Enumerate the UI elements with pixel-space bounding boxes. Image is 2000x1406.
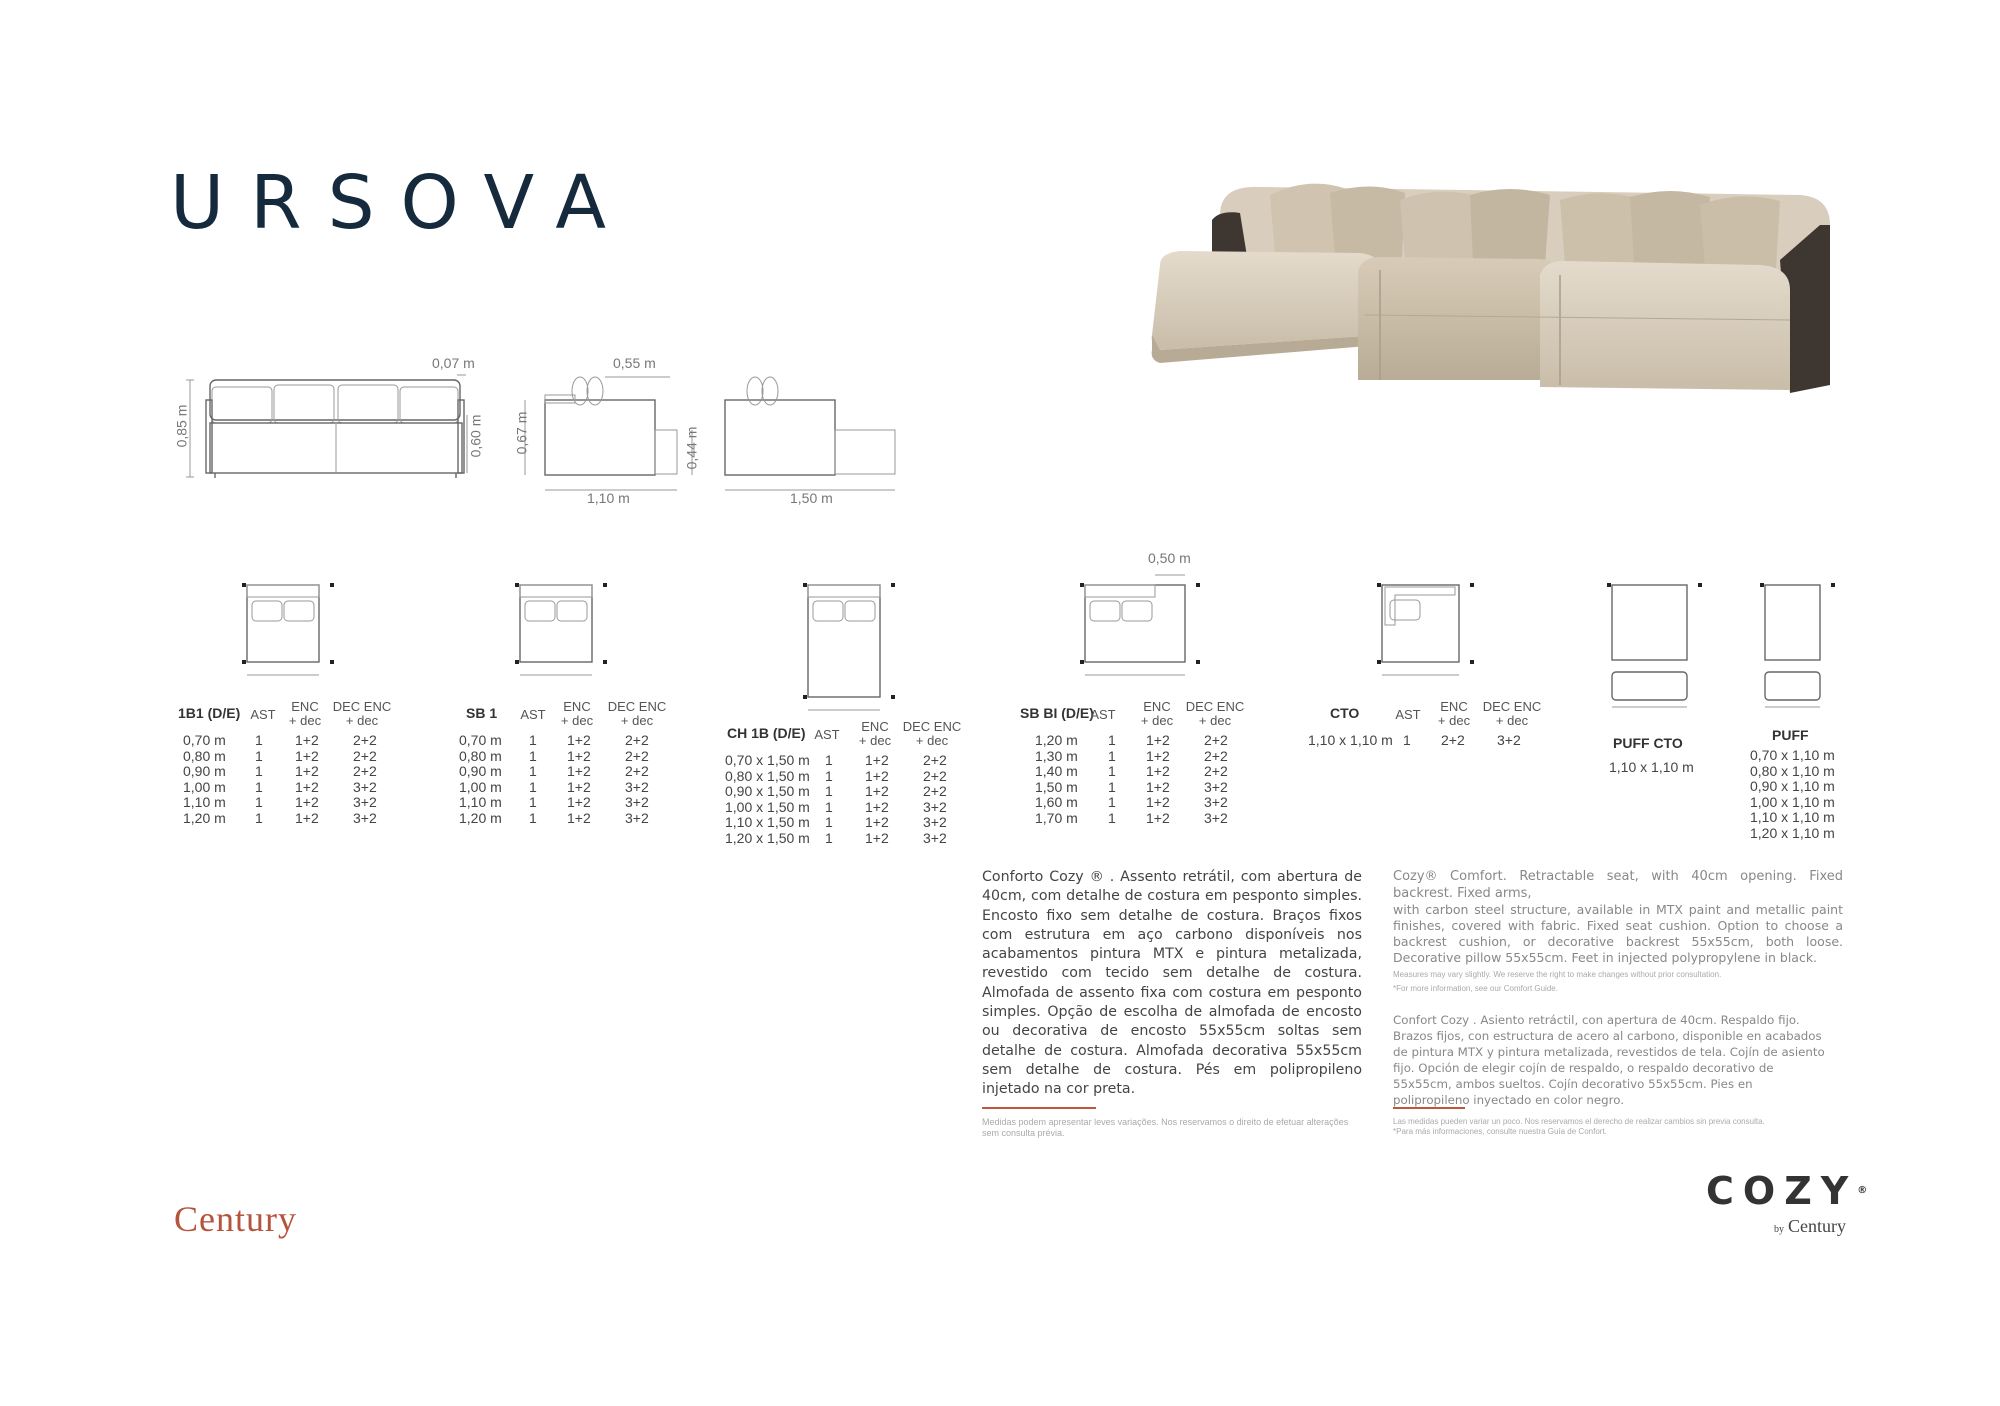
table-row: 0,80 x 1,50 m 1 1+2 2+2 — [725, 767, 947, 784]
header-dec-enc: DEC ENC + dec — [1185, 699, 1245, 728]
century-logo: Century — [174, 1199, 297, 1239]
table-row: 0,90 m 1 1+2 2+2 — [459, 763, 649, 779]
header-ast: AST — [520, 707, 546, 722]
table-row: 1,40 m 1 1+2 2+2 — [1035, 763, 1228, 779]
module-name-sbbi: SB BI (D/E) — [1020, 705, 1094, 721]
table-puff — [1750, 748, 1835, 841]
profile-drawings — [170, 355, 910, 510]
table-row: 1,30 m 1 1+2 2+2 — [1035, 747, 1228, 764]
table-row: 1,10 x 1,10 m 1 2+2 3+2 — [1308, 732, 1521, 748]
dim-height-front: 0,85 m — [173, 404, 190, 448]
header-enc: ENC + dec — [288, 699, 322, 728]
module-name-cto: CTO — [1330, 705, 1360, 721]
module-name-puff-cto: PUFF CTO — [1613, 735, 1683, 751]
header-ast: AST — [1090, 707, 1116, 722]
table-ch1b — [725, 753, 947, 846]
dim-back-depth: 0,55 m — [613, 355, 656, 371]
table-row: 0,90 x 1,10 m — [1750, 778, 1835, 794]
table-row: 0,80 m 1 1+2 2+2 — [183, 747, 377, 764]
plan-drawings — [230, 565, 1850, 715]
table-row: 0,70 m 1 1+2 2+2 — [459, 732, 649, 748]
divider-es — [1393, 1107, 1465, 1109]
header-ast: AST — [250, 707, 276, 722]
table-row: 1,20 m 1 1+2 2+2 — [1035, 732, 1228, 748]
header-dec-enc: DEC ENC + dec — [902, 719, 962, 748]
divider-pt — [982, 1107, 1096, 1109]
table-row: 1,00 x 1,10 m — [1750, 793, 1835, 810]
table-row: 0,70 m 1 1+2 2+2 — [183, 732, 377, 748]
table-row: 1,20 x 1,10 m — [1750, 824, 1835, 841]
dim-seat-height: 0,44 m — [683, 426, 700, 470]
table-row: 1,20 m 1 1+2 3+2 — [183, 809, 377, 826]
header-dec-enc: DEC ENC + dec — [332, 699, 392, 728]
sofa-product-image — [1140, 165, 1840, 405]
table-row: 1,10 m 1 1+2 3+2 — [459, 794, 649, 810]
table-row: 0,80 m 1 1+2 2+2 — [459, 747, 649, 764]
table-cto — [1308, 733, 1521, 749]
table-row: 1,70 m 1 1+2 3+2 — [1035, 809, 1228, 826]
table-row: 1,10 m 1 1+2 3+2 — [183, 794, 377, 810]
page-title: URSOVA — [170, 160, 633, 246]
description-en: Cozy® Comfort. Retractable seat, with 40cm opening. Fixed backrest. Fixed arms, with carbon steel structure, available in MTX paint and metallic paint finishes, covered with fabric. Fixed seat cushion. Option to choose a backrest cushion, or decorative backrest 55x55cm, both loose. Decorative pillow 55x55cm. Feet in injected polypropylene in black. — [1393, 869, 1843, 965]
header-dec-enc: DEC ENC + dec — [1482, 699, 1542, 728]
header-enc: ENC + dec — [560, 699, 594, 728]
note-en: Measures may vary slightly. We reserve the right to make changes without prior consultation. *For more information, see our Comfort Guide. — [1393, 970, 1722, 993]
dim-back-height: 0,67 m — [513, 411, 530, 455]
header-dec-enc: DEC ENC + dec — [607, 699, 667, 728]
table-row: 1,60 m 1 1+2 3+2 — [1035, 794, 1228, 810]
table-row: 0,90 x 1,50 m 1 1+2 2+2 — [725, 783, 947, 799]
table-row: 0,80 x 1,10 m — [1750, 762, 1835, 779]
table-row: 1,10 x 1,10 m — [1750, 809, 1835, 825]
cozy-logo: COZY® by Century — [1706, 1169, 1868, 1236]
dim-arm-height: 0,60 m — [467, 414, 484, 458]
header-ast: AST — [1395, 707, 1421, 722]
table-row: 1,00 x 1,50 m 1 1+2 3+2 — [725, 798, 947, 815]
description-es: Confort Cozy . Asiento retráctil, con apertura de 40cm. Respaldo fijo. Brazos fijos, con estructura de acero al carbono, disponible en acabados de pintura MTX y pintura metalizada, revestidos de tela. Cojín de asiento fijo. Opción de elegir cojín de respaldo, o respaldo decorativo de 55x55cm, ambos sueltos. Cojín decorativo 55x55cm. Pies en polipropileno inyectado en color negro. — [1393, 1013, 1825, 1107]
table-row: 0,70 x 1,50 m 1 1+2 2+2 — [725, 752, 947, 768]
puff-cto-size: 1,10 x 1,10 m — [1609, 759, 1694, 775]
table-row: 1,50 m 1 1+2 3+2 — [1035, 778, 1228, 795]
table-row: 1,10 x 1,50 m 1 1+2 3+2 — [725, 814, 947, 830]
table-row: 0,90 m 1 1+2 2+2 — [183, 763, 377, 779]
module-name-ch1b: CH 1B (D/E) — [727, 725, 806, 741]
table-row: 0,70 x 1,10 m — [1750, 747, 1835, 763]
dim-arm-width: 0,07 m — [432, 355, 475, 371]
note-es: Las medidas pueden variar un poco. Nos reservamos el derecho de realizar cambios sin previa consulta. *Para más informaciones, consulte nuestra Guía de Confort. — [1393, 1117, 1765, 1136]
description-pt: Conforto Cozy ® . Assento retrátil, com abertura de 40cm, com detalhe de costura em pesponto simples. Encosto fixo sem detalhe de costura. Braços fixos com estrutura em aço carbono disponíveis nos acabamentos pintura MTX e pintura metalizada, revestido com tecido sem detalhe de costura. Almofada de assento fixa com costura em pesponto simples. Opção de escolha de almofada de encosto ou decorativa de encosto 55x55cm soltas sem detalhe de costura. Almofada decorativa 55x55cm sem detalhe de costura. Pés em polipropileno injetado na cor preta. — [982, 869, 1362, 1098]
table-row: 1,20 m 1 1+2 3+2 — [459, 809, 649, 826]
table-row: 1,20 x 1,50 m 1 1+2 3+2 — [725, 829, 947, 846]
header-enc: ENC + dec — [1437, 699, 1471, 728]
table-row: 1,00 m 1 1+2 3+2 — [183, 778, 377, 795]
header-enc: ENC + dec — [858, 719, 892, 748]
module-name-puff: PUFF — [1772, 727, 1809, 743]
header-ast: AST — [814, 727, 840, 742]
table-row: 1,00 m 1 1+2 3+2 — [459, 778, 649, 795]
module-name-sb1: SB 1 — [466, 705, 498, 721]
header-enc: ENC + dec — [1140, 699, 1174, 728]
dim-depth-1: 1,10 m — [587, 490, 630, 506]
dim-depth-2: 1,50 m — [790, 490, 833, 506]
module-name-1b1: 1B1 (D/E) — [178, 705, 241, 721]
table-1b1 — [183, 733, 377, 826]
table-sb1 — [459, 733, 649, 826]
dim-sb-bi-extra: 0,50 m — [1148, 550, 1191, 566]
table-sbbi — [1035, 733, 1228, 826]
note-pt: Medidas podem apresentar leves variações. Nos reservamos o direito de efetuar alterações sem consulta prévia. — [982, 1117, 1349, 1138]
